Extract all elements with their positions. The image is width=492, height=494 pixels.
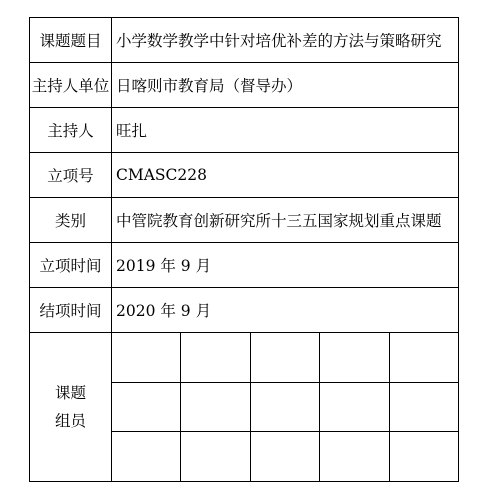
member-cell: [112, 333, 181, 383]
label-host: 主持人: [30, 108, 112, 153]
member-cell: [320, 382, 389, 432]
row-start-date: [30, 243, 459, 288]
row-host: [30, 108, 459, 153]
members-label-line1: 课题: [54, 383, 86, 402]
member-cell: [181, 432, 250, 482]
row-project-number: [30, 153, 459, 198]
label-host-unit: 主持人单位: [30, 63, 112, 108]
row-category: [30, 198, 459, 243]
label-end-date: 结项时间: [30, 288, 112, 333]
member-cell: [181, 382, 250, 432]
row-end-date: [30, 288, 459, 333]
value-host: 旺扎: [112, 108, 459, 153]
member-row-1: [30, 333, 459, 383]
value-project-number: CMASC228: [112, 153, 459, 198]
value-category: 中管院教育创新研究所十三五国家规划重点课题: [112, 198, 459, 243]
member-cell: [250, 333, 319, 383]
row-project-title: [30, 18, 459, 63]
member-cell: [112, 382, 181, 432]
member-cell: [389, 333, 458, 383]
row-host-unit: [30, 63, 459, 108]
members-label-line2: 组员: [54, 411, 86, 430]
member-cell: [112, 432, 181, 482]
value-host-unit: 日喀则市教育局（督导办）: [112, 63, 459, 108]
members-label: [30, 333, 112, 482]
label-project-title: 课题题目: [30, 18, 112, 63]
member-cell: [181, 333, 250, 383]
label-start-date: 立项时间: [30, 243, 112, 288]
value-start-date: 2019 年 9 月: [112, 243, 459, 288]
label-category: 类别: [30, 198, 112, 243]
member-cell: [320, 432, 389, 482]
member-cell: [389, 382, 458, 432]
value-end-date: 2020 年 9 月: [112, 288, 459, 333]
project-info-table: [29, 17, 459, 482]
member-cell: [250, 382, 319, 432]
member-cell: [389, 432, 458, 482]
member-cell: [250, 432, 319, 482]
value-project-title: 小学数学教学中针对培优补差的方法与策略研究: [112, 18, 459, 63]
member-cell: [320, 333, 389, 383]
label-project-number: 立项号: [30, 153, 112, 198]
